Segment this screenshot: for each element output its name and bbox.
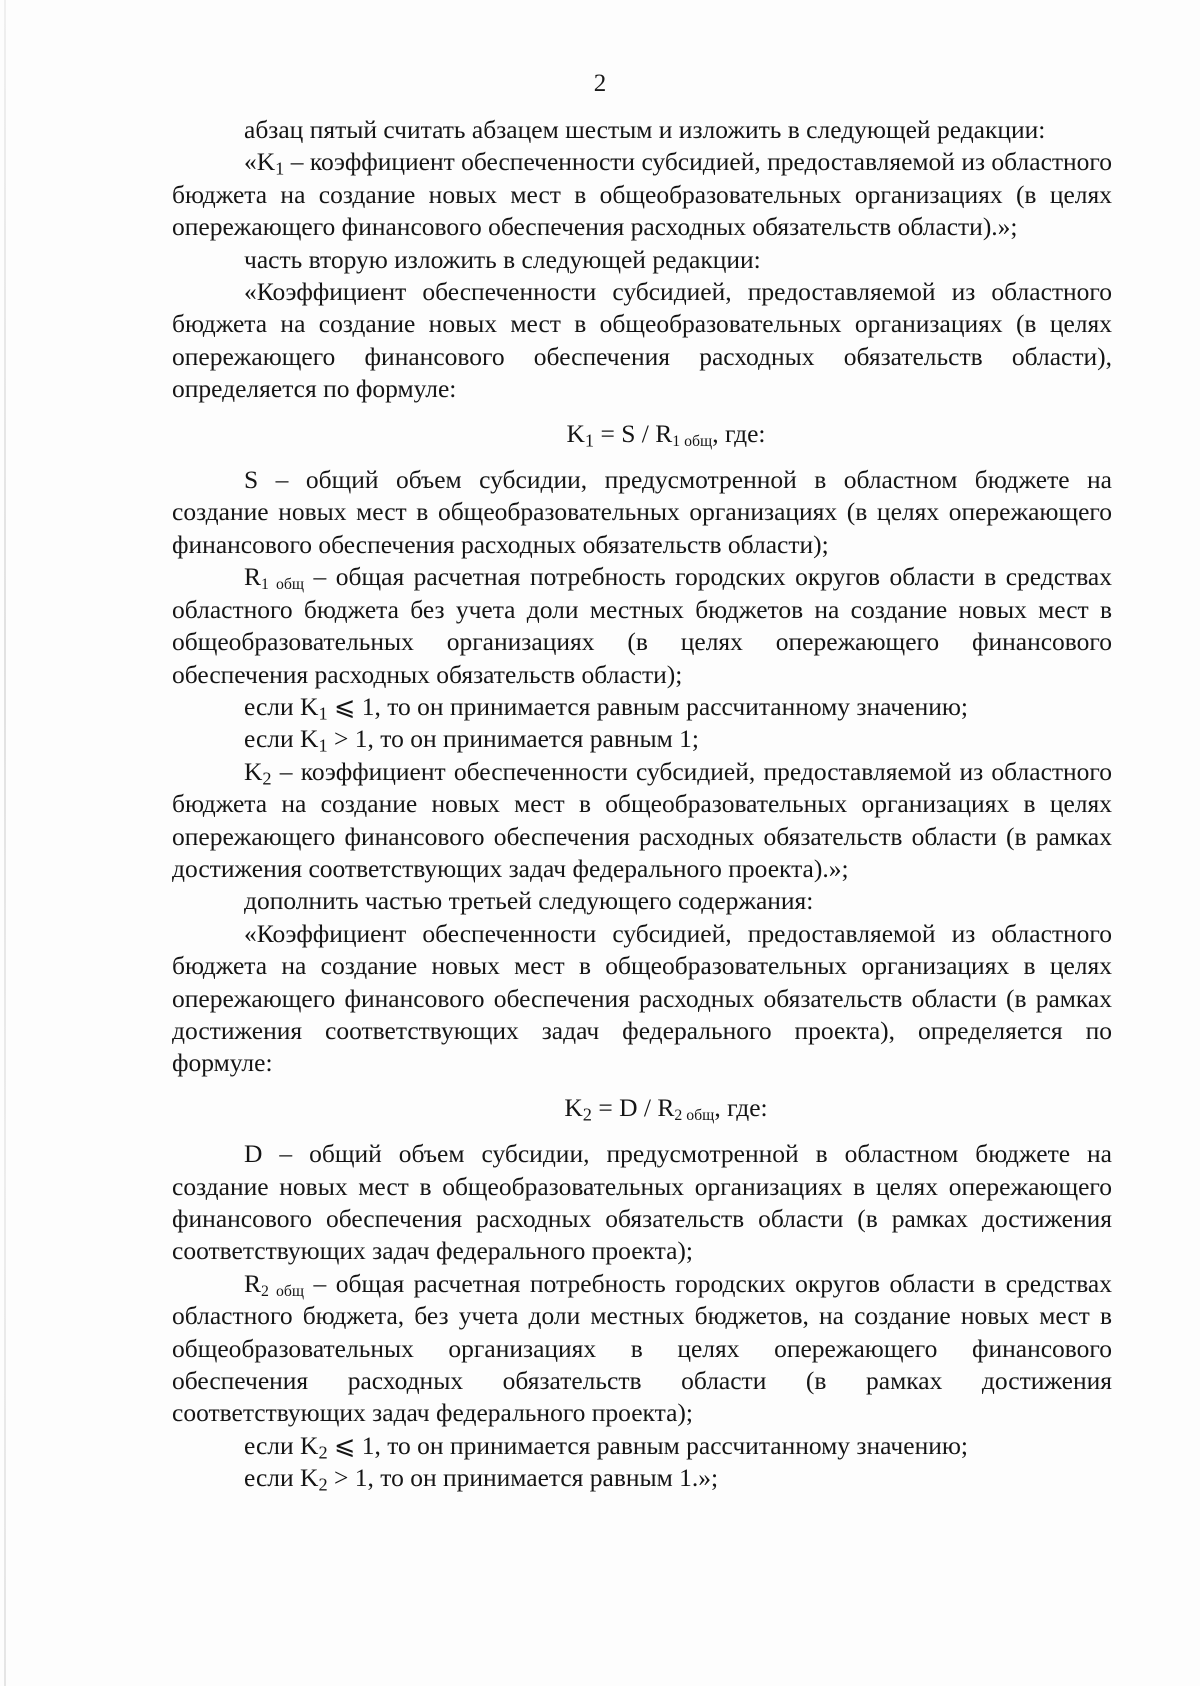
- k1-condition-2-subscript: 1: [318, 735, 328, 756]
- document-body: [172, 114, 1112, 1495]
- formula-k1-subscript: 1: [584, 430, 595, 451]
- paragraph-k2-condition-1: [172, 1430, 1112, 1462]
- paragraph-k2-definition: [172, 756, 1112, 886]
- formula-k1: [172, 418, 1112, 450]
- k2-condition-2-end: > 1, то он принимается равным 1.»;: [327, 1463, 719, 1493]
- r1-subscript: 1 общ: [261, 576, 305, 594]
- k1-condition-1-start: если K: [244, 691, 319, 721]
- formula-k1-r-subscript: 1 общ: [672, 432, 713, 450]
- r2-symbol: R: [244, 1268, 262, 1298]
- r1-symbol: R: [244, 562, 262, 592]
- paragraph-r2-definition-text: – общая расчетная потребность городских округов области в средствах областного бюджета, без учета доли местных бюджетов, на создание новых мест в общеобразовательных организациях в целях опережающего финансового обеспечения расходных обязательств области (в рамках достижения соответствующих задач федерального проекта);: [172, 1268, 1112, 1428]
- k2-symbol: K: [244, 756, 263, 786]
- paragraph-r2-definition: [172, 1268, 1112, 1430]
- paragraph-k2-condition-2: [172, 1462, 1112, 1494]
- paragraph-4: [172, 276, 1112, 406]
- paragraph-k1-condition-1: [172, 691, 1112, 723]
- k1-symbol: «K: [244, 147, 276, 177]
- formula-k2-subscript: 2: [582, 1104, 592, 1125]
- k1-condition-1-end: ⩽ 1, то он принимается равным рассчитанному значению;: [327, 691, 969, 721]
- k1-condition-2-start: если K: [244, 724, 319, 754]
- k2-condition-1-start: если K: [244, 1430, 319, 1460]
- k1-condition-1-subscript: 1: [318, 703, 328, 724]
- paragraph-s-definition-text: S – общий объем субсидии, предусмотренной в областном бюджете на создание новых мест в общеобразовательных организациях (в целях опережающего финансового обеспечения расходных обязательств области);: [172, 465, 1112, 559]
- paragraph-3-text: часть вторую изложить в следующей редакции:: [244, 244, 761, 274]
- formula-k1-middle: = S / R: [594, 418, 673, 448]
- paragraph-k2-definition-text: – коэффициент обеспеченности субсидией, предоставляемой из областного бюджета на создание новых мест в общеобразовательных организациях в целях опережающего финансового обеспечения расходных обязательств области (в рамках достижения соответствующих задач федерального проекта).»;: [172, 756, 1112, 883]
- formula-k1-end: , где:: [712, 418, 766, 448]
- page-number: 2: [593, 70, 607, 97]
- k1-subscript: 1: [275, 158, 285, 179]
- paragraph-d-definition-text: D – общий объем субсидии, предусмотренной в областном бюджете на создание новых мест в общеобразовательных организациях в целях опережающего финансового обеспечения расходных обязательств области (в рамках достижения соответствующих задач федерального проекта);: [172, 1139, 1112, 1266]
- k2-condition-1-end: ⩽ 1, то он принимается равным рассчитанному значению;: [327, 1430, 969, 1460]
- r2-subscript: 2 общ: [261, 1282, 305, 1300]
- paragraph-k1-condition-2: [172, 723, 1112, 755]
- paragraph-1: [172, 114, 1112, 146]
- paragraph-1-text: абзац пятый считать абзацем шестым и изложить в следующей редакции:: [244, 115, 1046, 144]
- paragraph-10: [172, 885, 1112, 917]
- paragraph-s-definition: [172, 464, 1112, 561]
- formula-k2-end: , где:: [714, 1092, 768, 1122]
- paragraph-k1-definition-text: – коэффициент обеспеченности субсидией, предоставляемой из областного бюджета на создание новых мест в общеобразовательных организациях (в целях опережающего финансового обеспечения расходных обязательств области).»;: [172, 147, 1112, 242]
- paragraph-3: [172, 244, 1112, 276]
- formula-k2-middle: = D / R: [591, 1092, 675, 1122]
- formula-k2: [172, 1092, 1112, 1124]
- paragraph-r1-definition: [172, 561, 1112, 691]
- paragraph-k1-definition: [172, 146, 1112, 243]
- k2-condition-2-subscript: 2: [318, 1474, 328, 1495]
- k1-condition-2-end: > 1, то он принимается равным 1;: [327, 724, 700, 754]
- paragraph-4-text: «Коэффициент обеспеченности субсидией, предоставляемой из областного бюджета на создание новых мест в общеобразовательных организациях (в целях опережающего финансового обеспечения расходных обязательств области), определяется по формуле:: [172, 277, 1112, 404]
- k2-condition-2-start: если K: [244, 1463, 319, 1493]
- paragraph-10-text: дополнить частью третьей следующего содержания:: [244, 886, 814, 916]
- paragraph-11: [172, 918, 1112, 1080]
- formula-k1-symbol: K: [566, 418, 585, 448]
- k2-condition-1-subscript: 2: [318, 1442, 328, 1463]
- paragraph-11-text: «Коэффициент обеспеченности субсидией, предоставляемой из областного бюджета на создание новых мест в общеобразовательных организациях в целях опережающего финансового обеспечения расходных обязательств области (в рамках достижения соответствующих задач федерального проекта), определяется по формуле:: [172, 918, 1112, 1078]
- scan-edge: [4, 0, 6, 1686]
- paragraph-d-definition: [172, 1138, 1112, 1268]
- paragraph-r1-definition-text: – общая расчетная потребность городских округов области в средствах областного бюджета без учета доли местных бюджетов на создание новых мест в общеобразовательных организациях (в целях опережающего финансового обеспечения расходных обязательств области);: [172, 562, 1112, 689]
- k2-subscript: 2: [262, 768, 272, 789]
- formula-k2-symbol: K: [564, 1092, 583, 1122]
- formula-k2-r-subscript: 2 общ: [674, 1106, 715, 1124]
